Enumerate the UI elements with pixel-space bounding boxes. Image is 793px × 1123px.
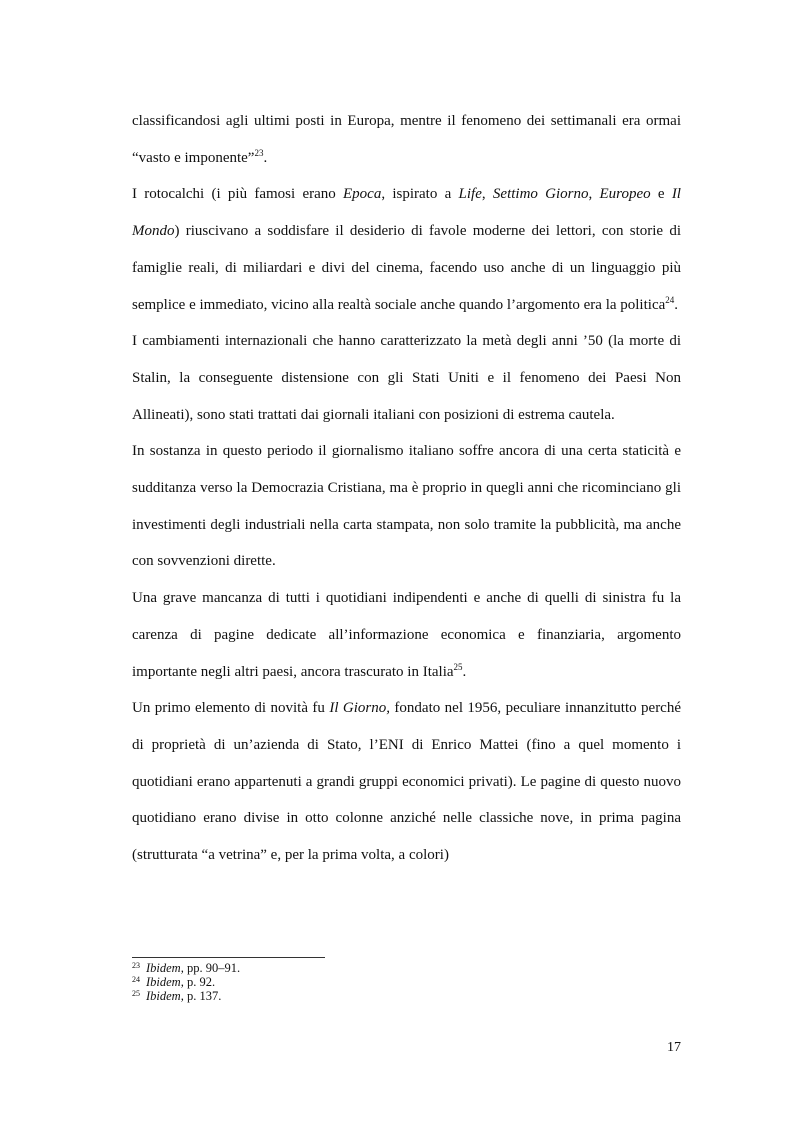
text-run: , ispirato a (381, 186, 459, 203)
footnote-reference: 24 (665, 294, 675, 305)
footnote: $^{23}$ Ibidem, pp. 90–91. (132, 961, 241, 975)
footnote-reference: 25 (453, 661, 463, 672)
footnote-reference: 23 (254, 147, 264, 158)
text-run: . (674, 296, 679, 313)
footnote-pages: pp. 90–91. (183, 961, 241, 975)
footnote: $^{25}$ Ibidem, p. 137. (132, 989, 222, 1003)
text-run: . (263, 149, 268, 166)
body-text (132, 103, 681, 874)
footnote-source: Ibidem, (146, 961, 184, 975)
text-run: In sostanza in questo periodo il giornalismo italiano soffre ancora di una certa staticità e sudditanza verso la Democrazia Cristiana, ma è proprio in quegli anni che ricominciano gli investimenti degli industriali nella carta stampata, non solo tramite la pubblicità, ma anche con sovvenzioni dirette. (132, 443, 681, 570)
footnote-source: Ibidem, (146, 989, 184, 1003)
text-run: I cambiamenti internazionali che hanno caratterizzato la metà degli anni ’50 (la morte di Stalin, la conseguente distensione con gli Stati Uniti e il fenomeno dei Paesi Non Allineati), sono stati trattati dai giornali italiani con posizioni di estrema cautela. (132, 333, 681, 423)
text-run: Un primo elemento di novità fu (132, 700, 330, 717)
footnote-source: Ibidem, (146, 975, 184, 989)
text-run: fondato nel 1956, peculiare innanzitutto perché di proprietà di un’azienda di Stato, l’ENI di Enrico Mattei (fino a quel momento i quotidiani erano appartenuti a grandi gruppi economici privati). Le pagine di questo nuovo quotidiano erano divise in otto colonne anziché nelle classiche nove, in prima pagina (strutturata “a vetrina” e, per la prima volta, a colori) (132, 700, 682, 864)
text-run: Una grave mancanza di tutti i quotidiani indipendenti e anche di quelli di sinistra fu la carenza di pagine dedicate all’informazione economica e finanziaria, argomento importante negli altri paesi, ancora trascurato in Italia (132, 590, 681, 680)
italic-title: Il Mondo (132, 186, 681, 240)
italic-title: Il Giorno, (329, 700, 390, 717)
text-run: e (650, 186, 672, 203)
footnotes (132, 961, 681, 1003)
footnote-pages: p. 137. (183, 989, 222, 1003)
paragraph (132, 103, 681, 176)
text-run: ) riuscivano a soddisfare il desiderio di favole moderne dei lettori, con storie di famiglie reali, di miliardari e divi del cinema, facendo uso anche di un linguaggio più semplice e immediato, vicino alla realtà sociale anche quando l’argomento era la politica (132, 223, 681, 313)
text-run: classificandosi agli ultimi posti in Europa, mentre il fenomeno dei settimanali era ormai “vasto e imponente” (132, 113, 681, 166)
page-number: 17 (667, 1040, 681, 1055)
italic-title: Europeo (599, 186, 651, 203)
text-run: . (462, 663, 467, 680)
paragraph (132, 323, 681, 433)
footnote: $^{24}$ Ibidem, p. 92. (132, 975, 216, 989)
italic-title: Settimo Giorno (492, 186, 589, 203)
paragraph (132, 580, 681, 690)
italic-title: Life (458, 186, 482, 203)
text-run: , (481, 186, 493, 203)
footnote-separator (132, 957, 325, 958)
paragraph (132, 176, 681, 323)
italic-title: Epoca (343, 186, 382, 203)
paragraph (132, 433, 681, 580)
text-run: I rotocalchi (i più famosi erano (132, 186, 344, 203)
footnote-pages: p. 92. (183, 975, 216, 989)
paragraph (132, 690, 681, 874)
text-run: , (588, 186, 600, 203)
